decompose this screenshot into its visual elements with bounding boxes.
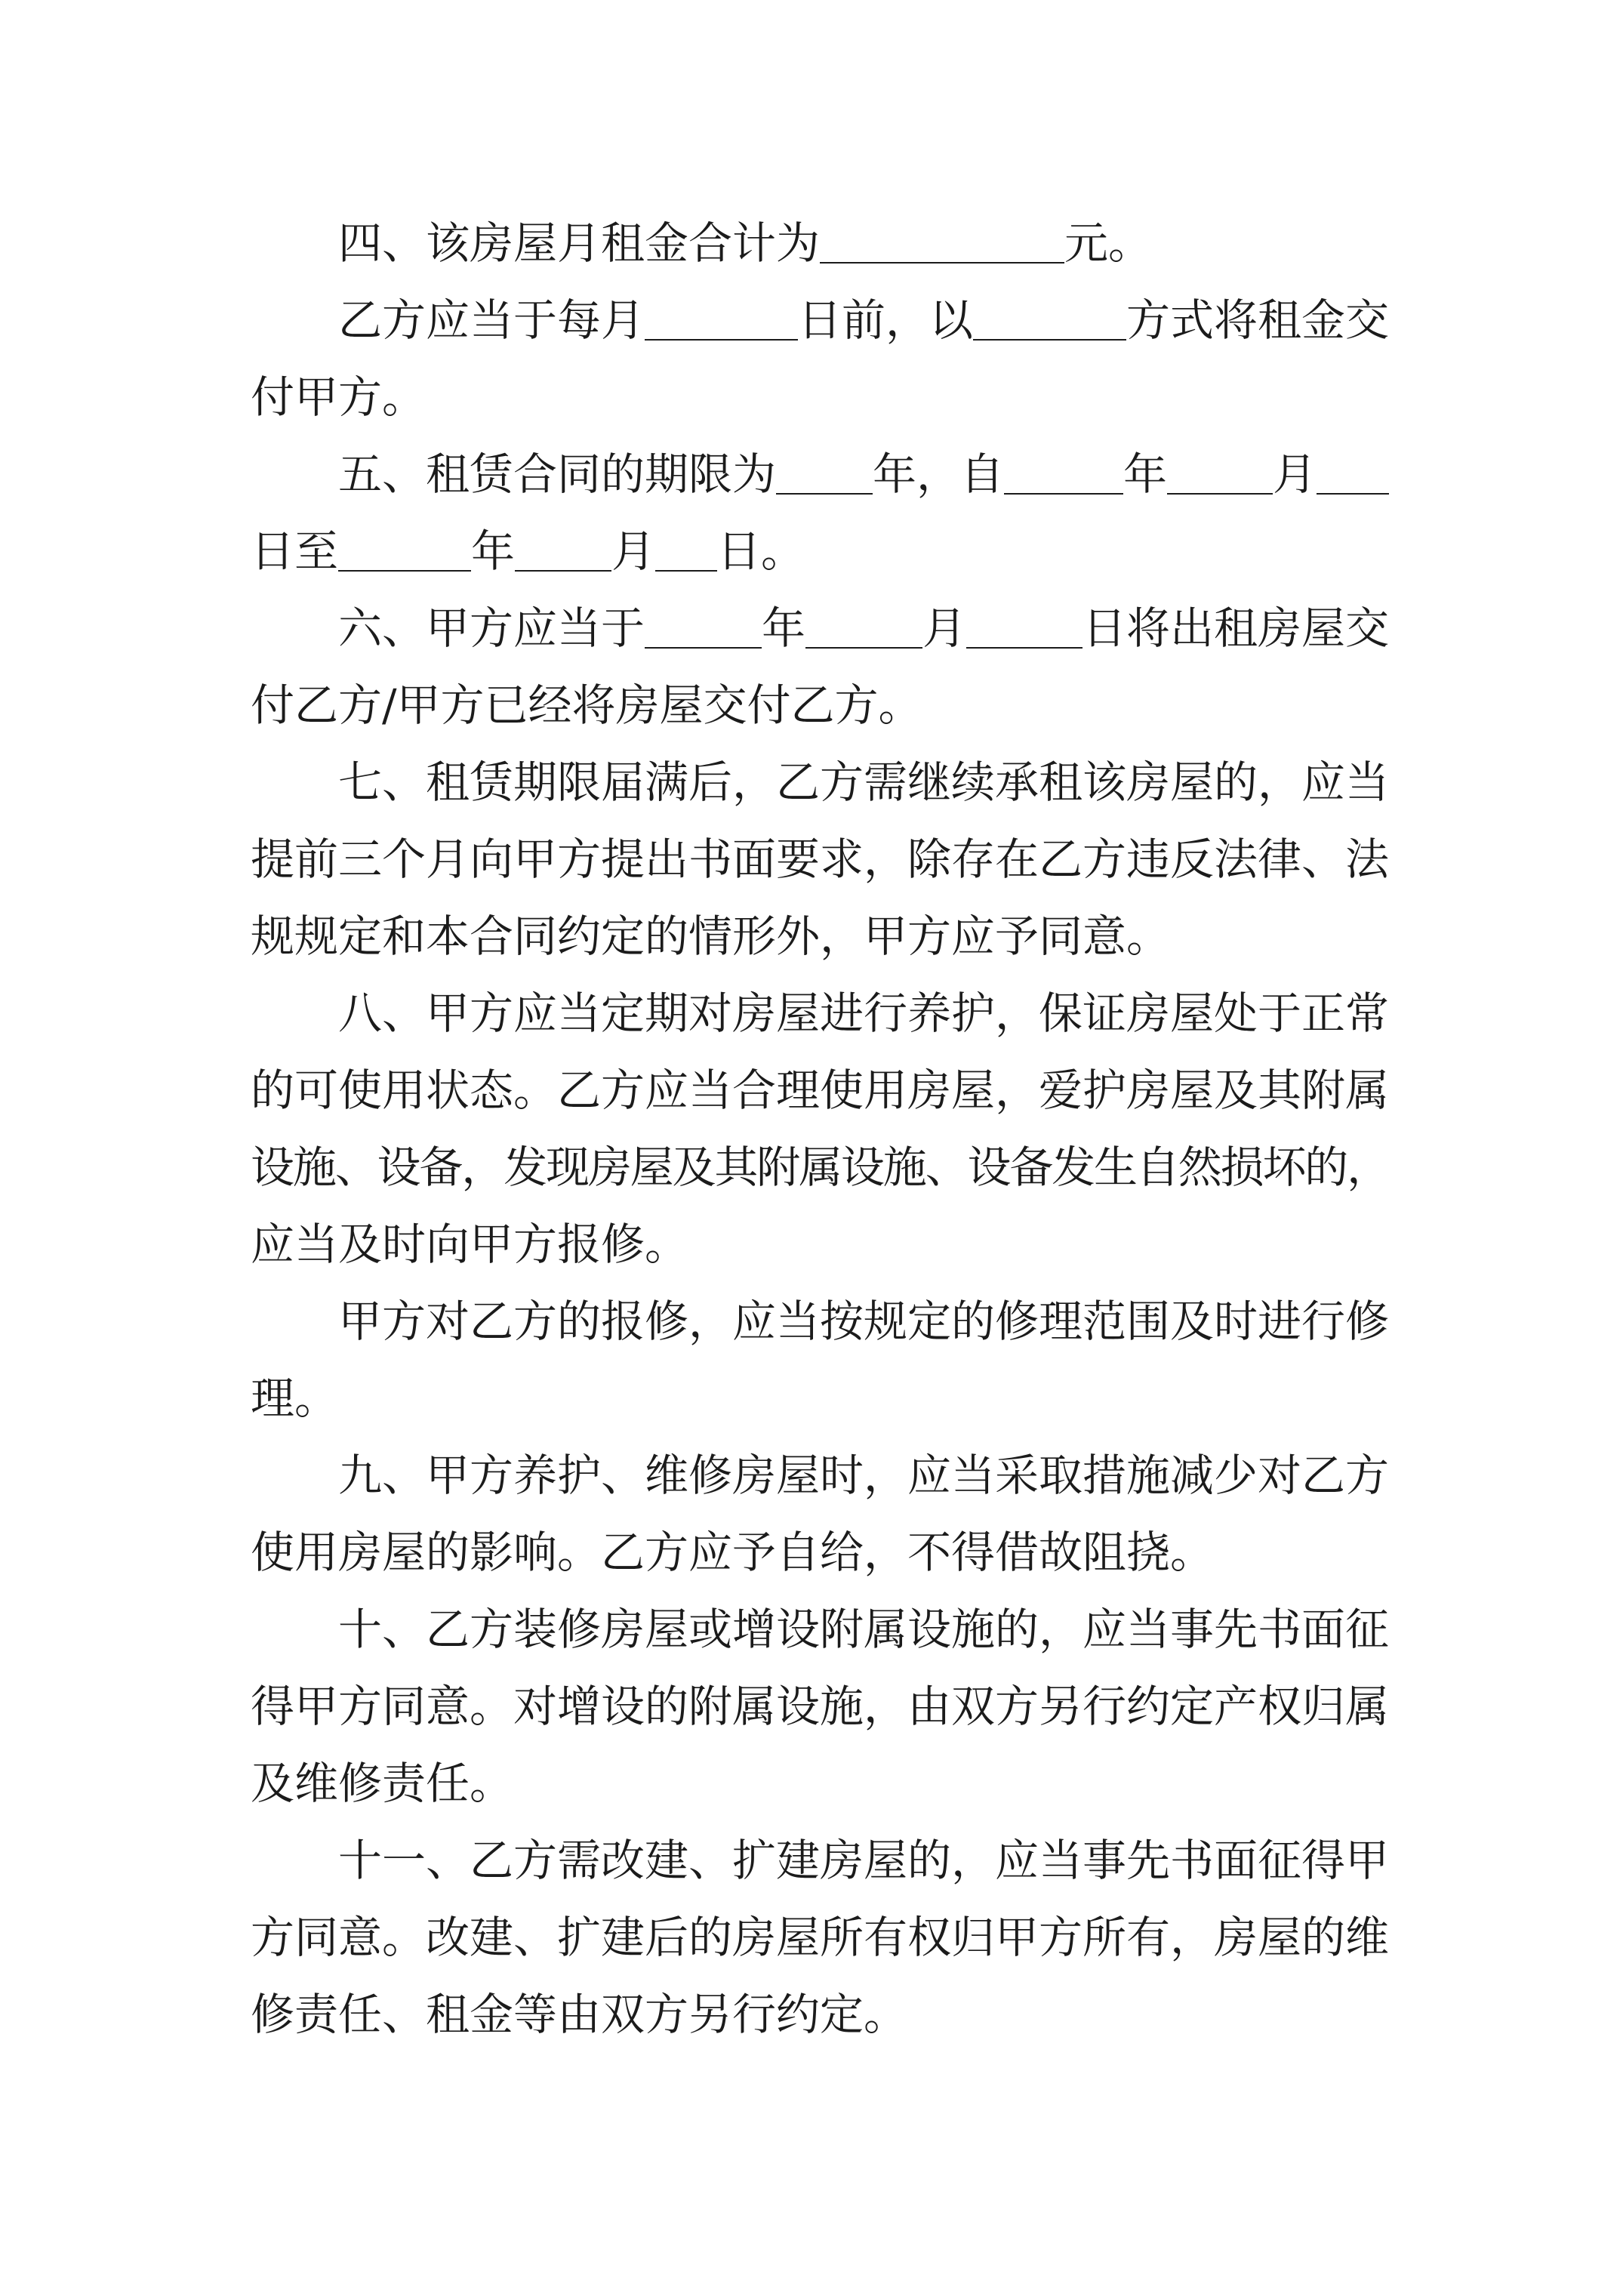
text-segment: 规规定和本合同约定的情形外，甲方应予同意。 [251, 911, 1171, 962]
text-line [251, 821, 1389, 898]
text-line [251, 282, 1389, 359]
text-line [251, 1976, 1389, 2053]
text-segment: 方式将租金交 [1126, 294, 1390, 346]
text-line [251, 1206, 1389, 1283]
fill-in-blank [645, 297, 798, 341]
text-line [251, 1822, 1389, 1899]
clause-7-renewal [251, 744, 1389, 975]
clause-4-rent-amount [251, 205, 1389, 282]
fill-in-blank [645, 605, 762, 649]
text-segment: 四、该房屋月租金合计为 [338, 217, 821, 269]
text-line [251, 590, 1389, 667]
text-segment: 十、乙方装修房屋或增设附属设施的，应当事先书面征 [338, 1604, 1390, 1655]
text-segment: 十一、乙方需改建、扩建房屋的，应当事先书面征得甲 [338, 1835, 1390, 1886]
text-segment: 八、甲方应当定期对房屋进行养护，保证房屋处于正常 [338, 988, 1390, 1039]
text-line [251, 1437, 1389, 1514]
text-segment: 日前，以 [798, 294, 974, 346]
fill-in-blank [1167, 451, 1273, 495]
text-segment: 日将出租房屋交 [1083, 603, 1390, 654]
text-segment: 的可使用状态。乙方应当合理使用房屋，爱护房屋及其附属 [251, 1065, 1390, 1116]
text-segment: 月 [922, 603, 967, 654]
text-line [251, 1283, 1389, 1360]
fill-in-blank [820, 220, 1064, 264]
text-line [251, 667, 1389, 744]
clause-11-alteration [251, 1822, 1389, 2053]
text-segment: 年 [762, 603, 806, 654]
clause-8-maintenance [251, 975, 1389, 1283]
text-segment: 元。 [1064, 217, 1153, 269]
text-line [251, 359, 1389, 436]
text-segment: 付甲方。 [251, 371, 427, 423]
text-line [251, 1591, 1389, 1668]
fill-in-blank [1004, 451, 1123, 495]
fill-in-blank [338, 528, 471, 572]
text-segment: 年 [471, 525, 516, 577]
fill-in-blank [805, 605, 922, 649]
fill-in-blank [655, 528, 717, 572]
text-line [251, 513, 1389, 590]
fill-in-blank [776, 451, 873, 495]
text-segment: 理。 [251, 1373, 339, 1424]
clause-4-payment-terms [251, 282, 1389, 436]
text-segment: 日至 [251, 525, 339, 577]
text-line [251, 1668, 1389, 1745]
text-segment: 修责任、租金等由双方另行约定。 [251, 1989, 908, 2040]
text-segment: 及维修责任。 [251, 1758, 514, 1809]
text-segment: 提前三个月向甲方提出书面要求，除存在乙方违反法律、法 [251, 834, 1390, 885]
clause-10-renovation [251, 1591, 1389, 1822]
fill-in-blank [966, 605, 1083, 649]
text-segment: 月 [611, 525, 656, 577]
text-segment: 得甲方同意。对增设的附属设施，由双方另行约定产权归属 [251, 1681, 1390, 1732]
clause-5-lease-term [251, 436, 1389, 590]
text-segment: 月 [1273, 448, 1317, 500]
text-line [251, 898, 1389, 975]
text-line [251, 1052, 1389, 1129]
text-line [251, 1514, 1389, 1591]
contract-body [251, 205, 1389, 2053]
text-segment: 六、甲方应当于 [338, 603, 645, 654]
text-segment: 方同意。改建、扩建后的房屋所有权归甲方所有，房屋的维 [251, 1912, 1390, 1963]
text-segment: 年 [1123, 448, 1168, 500]
text-segment: 应当及时向甲方报修。 [251, 1219, 689, 1270]
text-line [251, 1899, 1389, 1976]
text-line [251, 975, 1389, 1052]
text-segment: 甲方对乙方的报修，应当按规定的修理范围及时进行修 [338, 1296, 1390, 1347]
text-segment: 使用房屋的影响。乙方应予自给，不得借故阻挠。 [251, 1527, 1215, 1578]
fill-in-blank [973, 297, 1126, 341]
text-segment: 付乙方/甲方已经将房屋交付乙方。 [251, 680, 922, 731]
clause-9-repair-access [251, 1437, 1389, 1591]
text-segment: 七、租赁期限届满后，乙方需继续承租该房屋的，应当 [338, 757, 1390, 808]
text-segment: 设施、设备，发现房屋及其附属设施、设备发生自然损坏的， [251, 1142, 1389, 1193]
text-segment: 日。 [717, 525, 805, 577]
text-line [251, 1360, 1389, 1437]
text-segment: 年，自 [873, 448, 1005, 500]
text-segment: 五、租赁合同的期限为 [338, 448, 777, 500]
clause-8-repair-response [251, 1283, 1389, 1437]
text-segment: 乙方应当于每月 [338, 294, 645, 346]
text-line [251, 744, 1389, 821]
text-line [251, 205, 1389, 282]
text-segment: 九、甲方养护、维修房屋时，应当采取措施减少对乙方 [338, 1450, 1390, 1501]
text-line [251, 436, 1389, 513]
fill-in-blank [515, 528, 611, 572]
text-line [251, 1129, 1389, 1206]
text-line [251, 1745, 1389, 1822]
clause-6-handover [251, 590, 1389, 744]
fill-in-blank [1317, 451, 1389, 495]
